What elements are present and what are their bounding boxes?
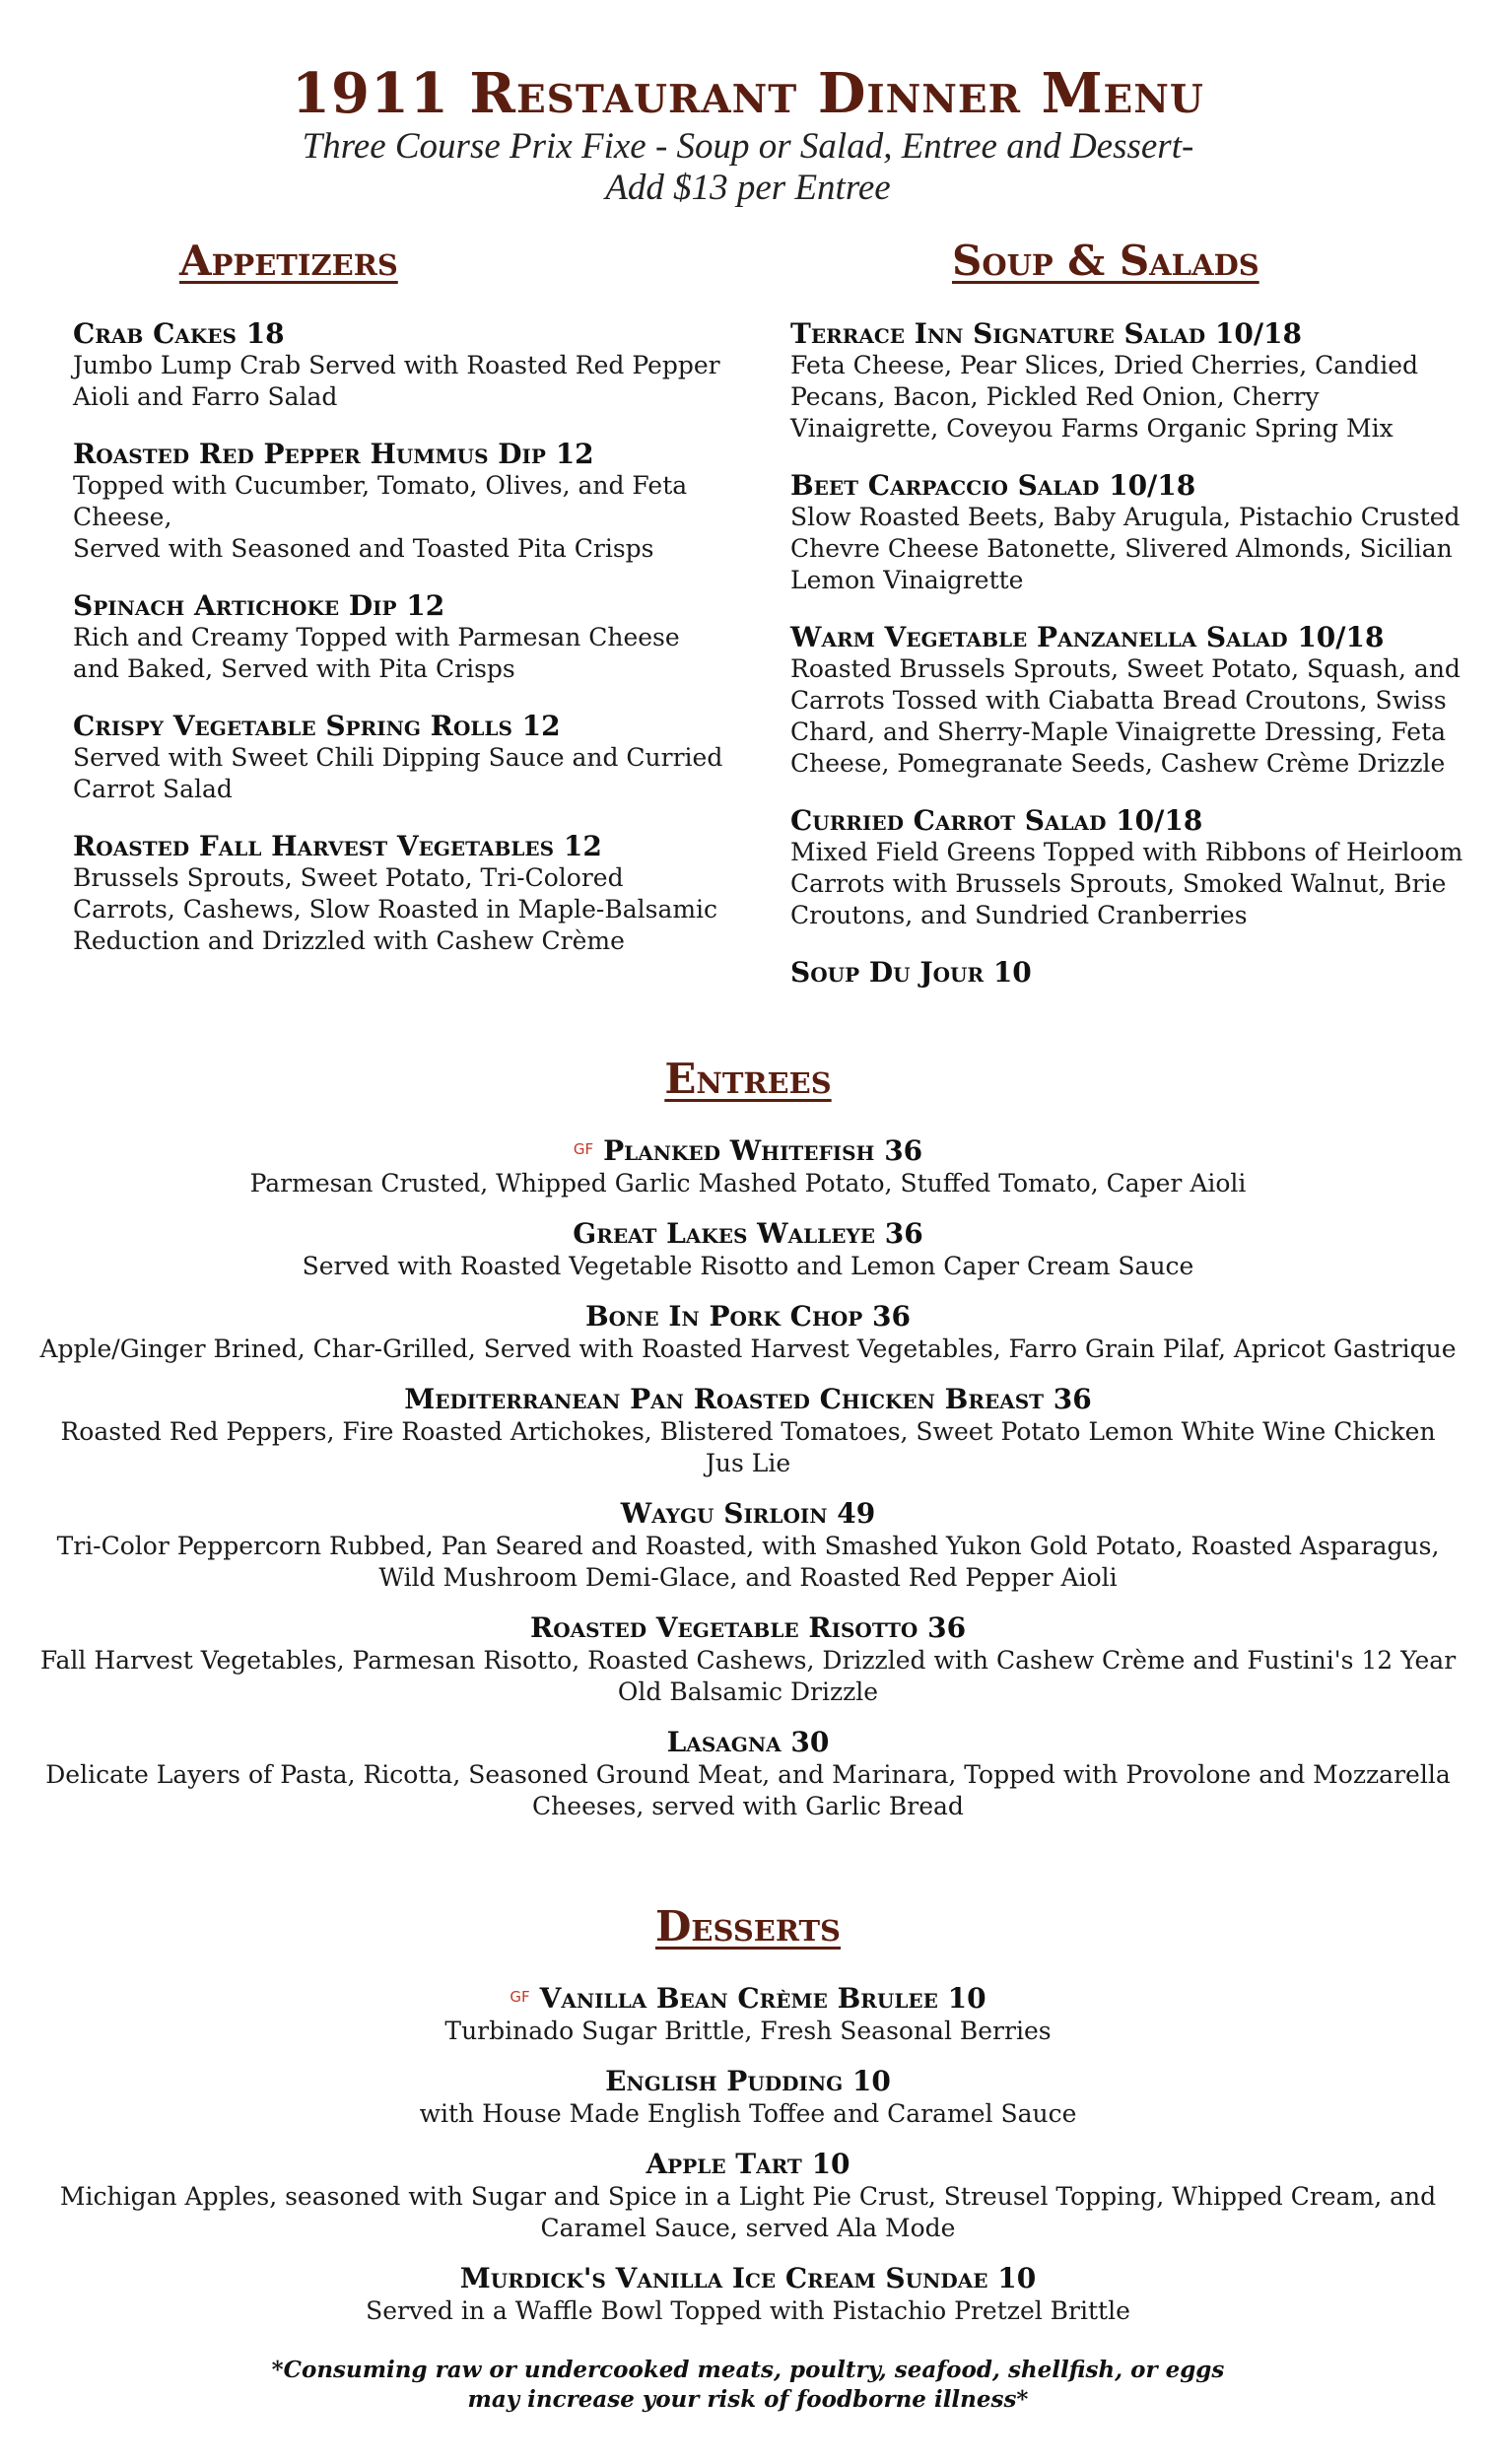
item-description: Roasted Red Peppers, Fire Roasted Artichokes, Blistered Tomatoes, Sweet Potato Lemon White Wine Chicken Jus Lie <box>60 1417 1436 1477</box>
item-name <box>39 1132 1457 1168</box>
appetizers-section <box>73 237 723 983</box>
item-name: Curried Carrot Salad 10/18 <box>790 804 1203 837</box>
item-description: Jumbo Lump Crab Served with Roasted Red Pepper Aioli and Farro Salad <box>73 351 720 411</box>
entrees-heading: Entrees <box>664 1055 832 1103</box>
menu-item <box>39 2065 1457 2130</box>
item-description: Tri-Color Peppercorn Rubbed, Pan Seared and Roasted, with Smashed Yukon Gold Potato, Roasted Asparagus, Wild Mushroom Demi-Glace, and Roasted Red Pepper Aioli <box>56 1532 1440 1592</box>
item-description: Delicate Layers of Pasta, Ricotta, Seasoned Ground Meat, and Marinara, Topped with Provolone and Mozzarella Cheeses, served with Garlic Bread <box>45 1760 1451 1820</box>
item-description: Served in a Waffle Bowl Topped with Pistachio Pretzel Brittle <box>366 2296 1130 2325</box>
item-description: Rich and Creamy Topped with Parmesan Cheese and Baked, Served with Pita Crisps <box>73 623 680 683</box>
item-name: English Pudding 10 <box>605 2065 891 2097</box>
item-description: Served with Sweet Chili Dipping Sauce and Curried Carrot Salad <box>73 743 723 803</box>
item-description: Topped with Cucumber, Tomato, Olives, and Feta Cheese, Served with Seasoned and Toasted Pita Crisps <box>73 471 688 563</box>
menu-item <box>790 470 1470 596</box>
desserts-section <box>39 1902 1457 2345</box>
item-name: Warm Vegetable Panzanella Salad 10/18 <box>790 621 1385 653</box>
page-title: 1911 Restaurant Dinner Menu <box>292 61 1204 126</box>
menu-item <box>790 805 1470 931</box>
item-name: Beet Carpaccio Salad 10/18 <box>790 469 1196 502</box>
item-name: Roasted Red Pepper Hummus Dip 12 <box>73 438 594 470</box>
page-subtitle: Three Course Prix Fixe - Soup or Salad, Entree and Dessert- Add $13 per Entree <box>302 126 1194 208</box>
menu-item <box>790 318 1470 445</box>
desserts-heading: Desserts <box>655 1902 841 1951</box>
menu-item <box>39 1611 1457 1708</box>
item-name: Great Lakes Walleye 36 <box>573 1217 923 1250</box>
item-description: Slow Roasted Beets, Baby Arugula, Pistachio Crusted Chevre Cheese Batonette, Slivered Almonds, Sicilian Lemon Vinaigrette <box>790 503 1461 594</box>
menu-item <box>73 439 723 565</box>
item-name: Crab Cakes 18 <box>73 317 285 350</box>
menu-item <box>39 1300 1457 1365</box>
menu-item <box>39 1980 1457 2047</box>
item-name: Terrace Inn Signature Salad 10/18 <box>790 317 1303 350</box>
soup-salads-section <box>790 237 1470 1014</box>
entrees-section <box>39 1055 1457 1840</box>
menu-item <box>39 1726 1457 1822</box>
menu-item <box>73 831 723 957</box>
item-name: Lasagna 30 <box>666 1726 830 1758</box>
item-description: Mixed Field Greens Topped with Ribbons of Heirloom Carrots with Brussels Sprouts, Smoked Walnut, Brie Croutons, and Sundried Cranberries <box>790 838 1463 929</box>
food-safety-disclaimer: *Consuming raw or undercooked meats, poultry, seafood, shellfish, or eggs may increase your risk of foodborne illness* <box>271 2357 1225 2413</box>
item-name <box>39 1980 1457 2016</box>
menu-item <box>73 711 723 805</box>
item-name: Murdick's Vanilla Ice Cream Sundae 10 <box>459 2262 1037 2294</box>
item-name-text: Vanilla Bean Crème Brulee 10 <box>539 1982 986 2015</box>
menu-item <box>39 1497 1457 1594</box>
item-name: Roasted Vegetable Risotto 36 <box>529 1611 967 1644</box>
item-description: Feta Cheese, Pear Slices, Dried Cherries, Candied Pecans, Bacon, Pickled Red Onion, Cherry Vinaigrette, Coveyou Farms Organic Spring Mix <box>790 351 1419 443</box>
item-description: Parmesan Crusted, Whipped Garlic Mashed Potato, Stuffed Tomato, Caper Aioli <box>249 1169 1247 1198</box>
appetizers-heading: Appetizers <box>179 237 398 285</box>
menu-item <box>73 590 723 685</box>
soup-salads-heading: Soup & Salads <box>952 237 1259 285</box>
menu-item <box>39 2262 1457 2327</box>
item-description: Served with Roasted Vegetable Risotto and Lemon Caper Cream Sauce <box>302 1252 1194 1280</box>
item-name: Roasted Fall Harvest Vegetables 12 <box>73 830 602 862</box>
item-description: Fall Harvest Vegetables, Parmesan Risotto, Roasted Cashews, Drizzled with Cashew Crème and Fustini's 12 Year Old Balsamic Drizzle <box>39 1646 1457 1706</box>
item-name: Bone In Pork Chop 36 <box>584 1300 912 1333</box>
item-description: Roasted Brussels Sprouts, Sweet Potato, Squash, and Carrots Tossed with Ciabatta Bread Croutons, Swiss Chard, and Sherry-Maple Vinaigrette Dressing, Feta Cheese, Pomegranate Seeds, Cashew Crème Drizzle <box>790 654 1461 778</box>
menu-item <box>73 318 723 413</box>
item-name: Mediterranean Pan Roasted Chicken Breast 36 <box>404 1383 1092 1415</box>
gluten-free-badge: GF <box>510 1988 530 2006</box>
item-description: Turbinado Sugar Brittle, Fresh Seasonal Berries <box>444 2017 1052 2045</box>
menu-item <box>790 957 1470 989</box>
item-name: Crispy Vegetable Spring Rolls 12 <box>73 710 561 742</box>
menu-item <box>39 1132 1457 1199</box>
item-description: Brussels Sprouts, Sweet Potato, Tri-Colored Carrots, Cashews, Slow Roasted in Maple-Balsamic Reduction and Drizzled with Cashew Crème <box>73 863 718 955</box>
menu-item <box>39 2148 1457 2244</box>
menu-item <box>790 622 1470 780</box>
item-description: Apple/Ginger Brined, Char-Grilled, Served with Roasted Harvest Vegetables, Farro Grain Pilaf, Apricot Gastrique <box>39 1335 1457 1363</box>
item-name: Soup Du Jour 10 <box>790 956 1032 989</box>
item-name: Spinach Artichoke Dip 12 <box>73 589 445 622</box>
item-description: Michigan Apples, seasoned with Sugar and Spice in a Light Pie Crust, Streusel Topping, Whipped Cream, and Caramel Sauce, served Ala Mode <box>59 2182 1437 2242</box>
gluten-free-badge: GF <box>573 1140 594 1158</box>
item-name: Apple Tart 10 <box>646 2148 850 2180</box>
item-description: with House Made English Toffee and Caramel Sauce <box>419 2099 1077 2128</box>
menu-item <box>39 1383 1457 1479</box>
menu-item <box>39 1217 1457 1282</box>
item-name-text: Planked Whitefish 36 <box>603 1134 923 1167</box>
item-name: Waygu Sirloin 49 <box>620 1497 876 1530</box>
